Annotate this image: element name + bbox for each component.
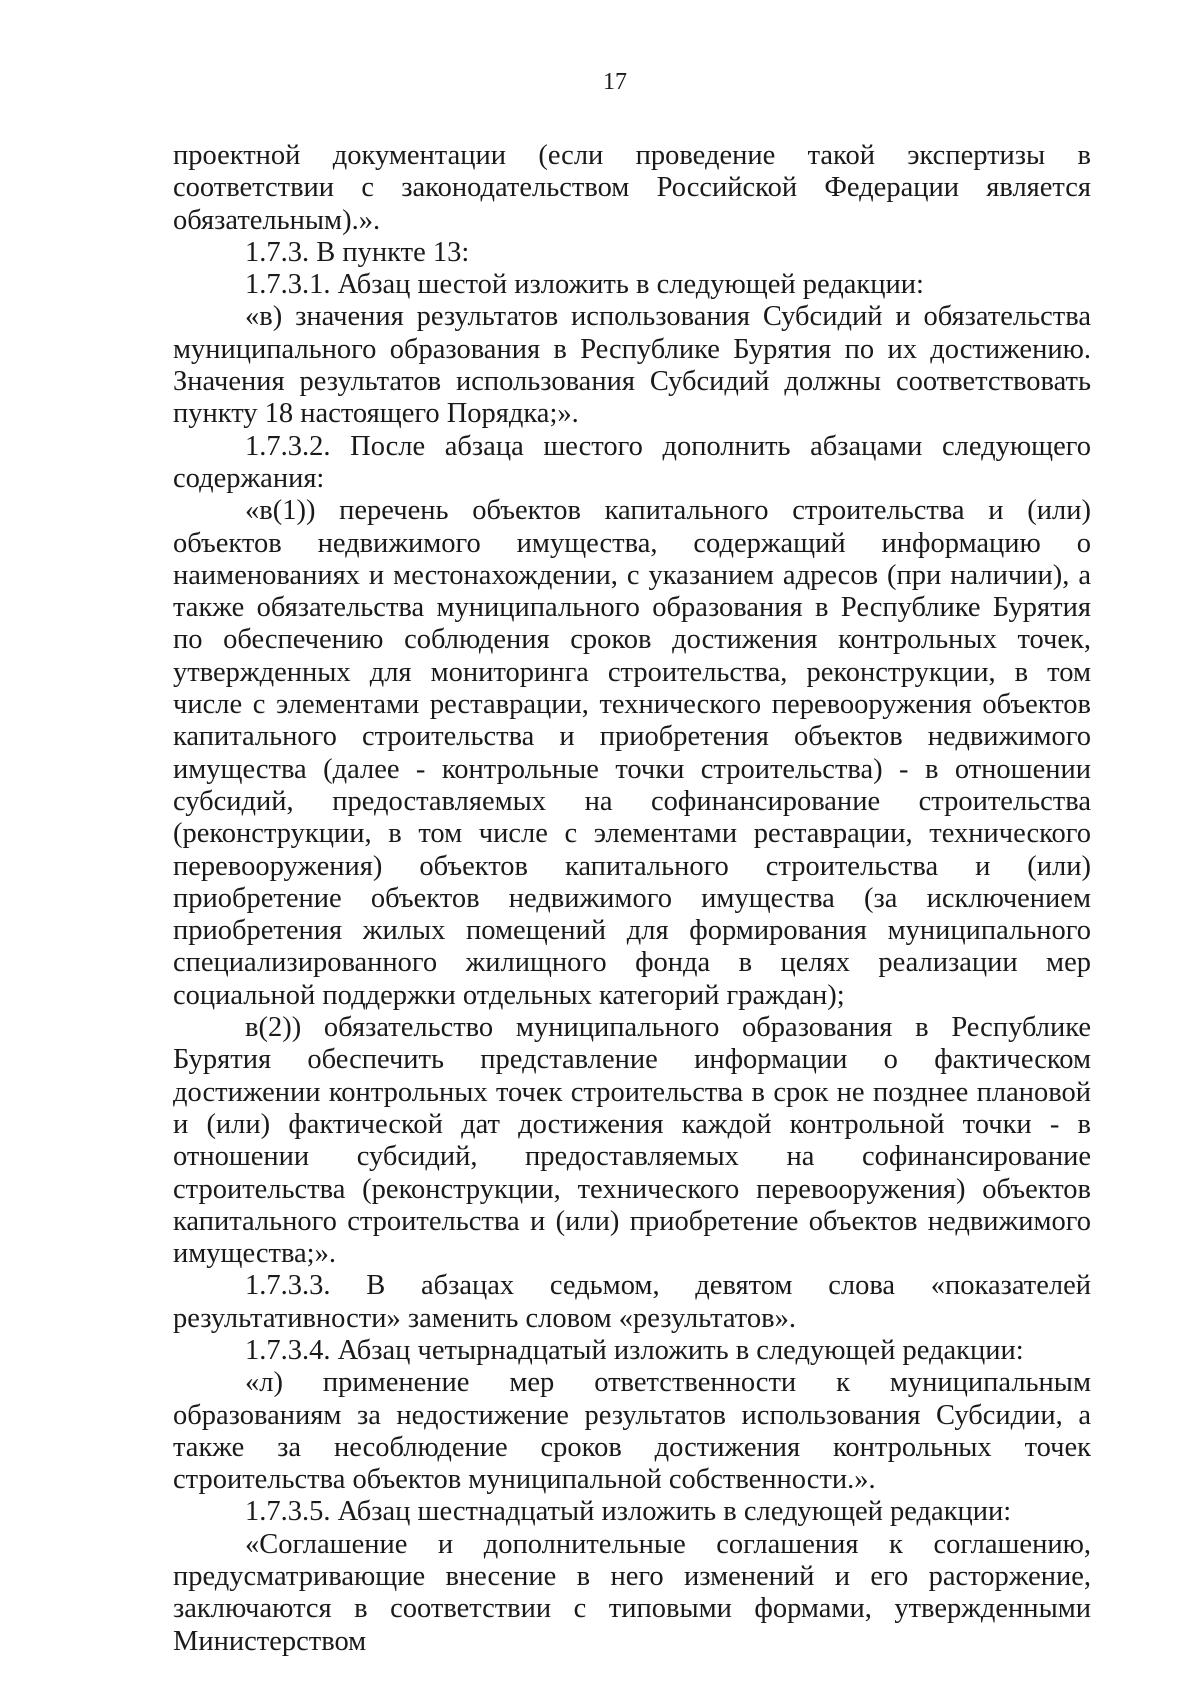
paragraph: 1.7.3.4. Абзац четырнадцатый изложить в следующей редакции: bbox=[245, 1334, 1024, 1366]
paragraph: 1.7.3.5. Абзац шестнадцатый изложить в следующей редакции: bbox=[245, 1496, 1012, 1528]
paragraph: «Соглашение и дополнительные соглашения к соглашению, предусматривающие внесение в него изменений и его расторжение, заключаются в соответствии с типовыми формами, утвержденными Министерством bbox=[173, 1528, 1091, 1657]
paragraph: 1.7.3.3. В абзацах седьмом, девятом слова «показателей результативности» заменить словом «результатов». bbox=[173, 1270, 1091, 1334]
page-number: 17 bbox=[603, 69, 627, 95]
paragraph: в(2)) обязательство муниципального образования в Республике Бурятия обеспечить представление информации о фактическом достижении контрольных точек строительства в срок не позднее плановой и (или) фактической дат достижения каждой контрольной точки - в отношении субсидий, предоставляемых на софинансирование строительства (реконструкции, технического перевооружения) объектов капитального строительства и (или) приобретение объектов недвижимого имущества;». bbox=[173, 1012, 1091, 1270]
paragraph: 1.7.3. В пункте 13: bbox=[245, 236, 470, 268]
paragraph: 1.7.3.1. Абзац шестой изложить в следующей редакции: bbox=[245, 269, 924, 301]
paragraph: «в) значения результатов использования Субсидий и обязательства муниципального образования в Республике Бурятия по их достижению. Значения результатов использования Субсидий должны соответствовать пункту 18 настоящего Порядка;». bbox=[173, 301, 1091, 430]
document-body bbox=[173, 140, 1091, 1658]
paragraph: проектной документации (если проведение такой экспертизы в соответствии с законодательством Российской Федерации является обязательным).». bbox=[173, 140, 1091, 236]
paragraph: «в(1)) перечень объектов капитального строительства и (или) объектов недвижимого имущества, содержащий информацию о наименованиях и местонахождении, с указанием адресов (при наличии), а также обязательства муниципального образования в Республике Бурятия по обеспечению соблюдения сроков достижения контрольных точек, утвержденных для мониторинга строительства, реконструкции, в том числе с элементами реставрации, технического перевооружения объектов капитального строительства и приобретения объектов недвижимого имущества (далее - контрольные точки строительства) - в отношении субсидий, предоставляемых на софинансирование строительства (реконструкции, в том числе с элементами реставрации, технического перевооружения) объектов капитального строительства и (или) приобретение объектов недвижимого имущества (за исключением приобретения жилых помещений для формирования муниципального специализированного жилищного фонда в целях реализации мер социальной поддержки отдельных категорий граждан); bbox=[173, 495, 1091, 1011]
paragraph: «л) применение мер ответственности к муниципальным образованиям за недостижение результатов использования Субсидии, а также за несоблюдение сроков достижения контрольных точек строительства объектов муниципальной собственности.». bbox=[173, 1367, 1091, 1496]
paragraph: 1.7.3.2. После абзаца шестого дополнить абзацами следующего содержания: bbox=[173, 430, 1091, 494]
